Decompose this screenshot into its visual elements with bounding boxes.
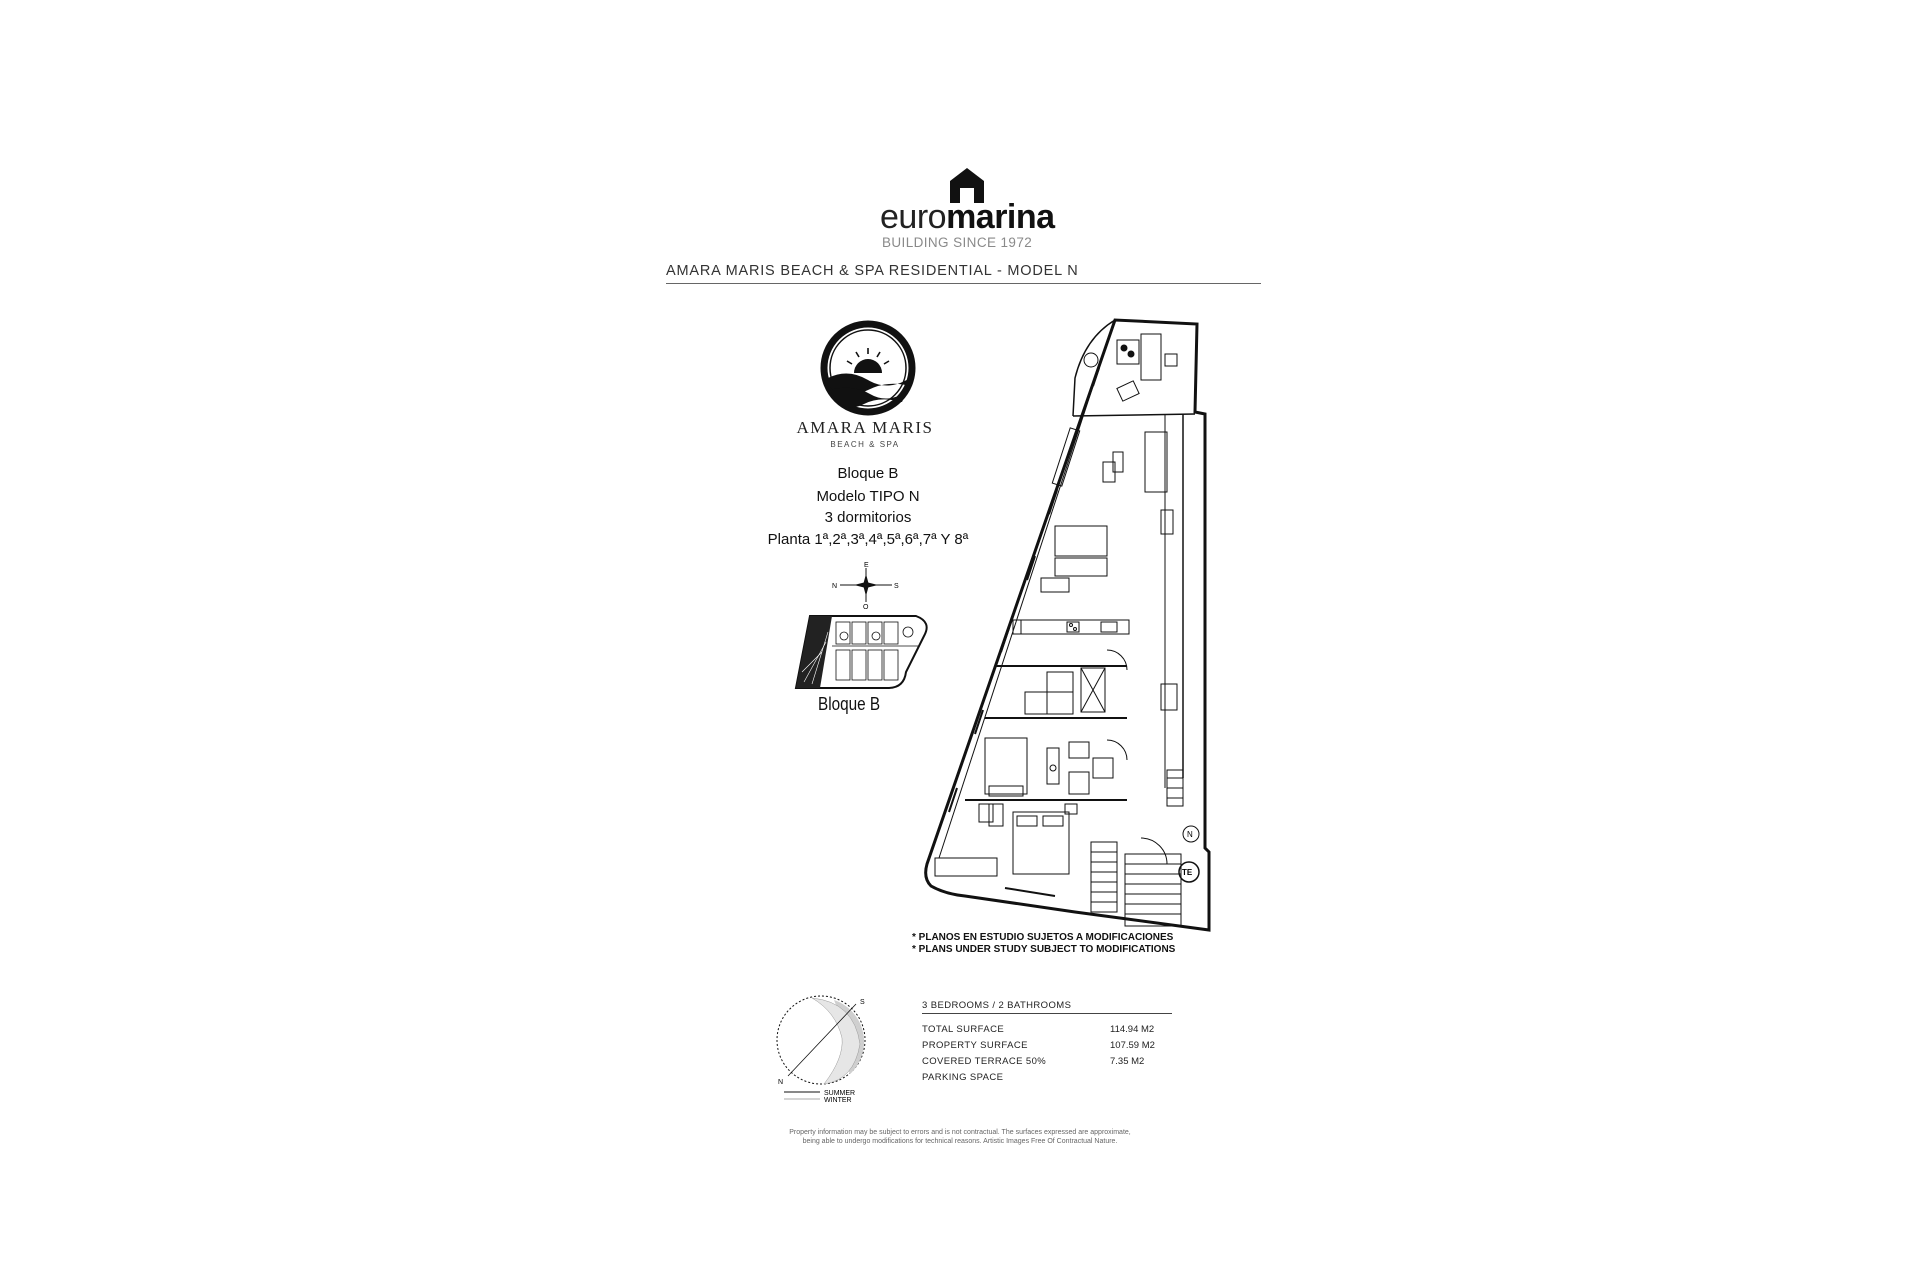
specs-heading: 3 BEDROOMS / 2 BATHROOMS [922, 1000, 1072, 1011]
summer-legend-label: SUMMER [824, 1090, 856, 1097]
compass-e-label: E [864, 562, 869, 569]
disclaimer [760, 1128, 1160, 1146]
compass-n-label: N [832, 583, 838, 590]
sun-s-label: S [860, 999, 865, 1006]
disclaimer-line: being able to undergo modifications for technical reasons. Artistic Images Free Of Contractual Nature. [802, 1138, 1118, 1145]
spec-label: PROPERTY SURFACE [922, 1040, 1028, 1051]
floorplan-north-label: N [1187, 830, 1193, 839]
title-divider [666, 283, 1261, 284]
spec-label: PARKING SPACE [922, 1072, 1004, 1083]
table-row [922, 1040, 1172, 1054]
note-spanish: * PLANOS EN ESTUDIO SUJETOS A MODIFICACIONES [912, 932, 1174, 943]
spec-label: TOTAL SURFACE [922, 1024, 1005, 1035]
specs-divider [922, 1013, 1172, 1014]
compass-o-label: O [863, 604, 869, 610]
spec-value: 114.94 M2 [1110, 1024, 1155, 1035]
table-row [922, 1072, 1172, 1086]
winter-legend-label: WINTER [824, 1097, 852, 1104]
floorplan-te-label: TE [1182, 868, 1193, 877]
brand-name-light: euro [880, 198, 947, 236]
spec-label: COVERED TERRACE 50% [922, 1056, 1047, 1067]
info-block: Bloque B [837, 465, 899, 482]
info-floors: Planta 1ª,2ª,3ª,4ª,5ª,6ª,7ª Y 8ª [767, 531, 969, 548]
logo-subtitle: BEACH & SPA [830, 440, 900, 449]
spec-value: 7.35 M2 [1110, 1056, 1145, 1067]
brand-tagline: BUILDING SINCE 1972 [882, 235, 1033, 250]
sun-path-diagram [764, 988, 884, 1108]
compass-rose-icon [826, 560, 906, 610]
sunrise-wave-logo-icon [818, 318, 918, 418]
interior-wall-line [939, 334, 1110, 858]
page-title: AMARA MARIS BEACH & SPA RESIDENTIAL - MODEL N [666, 263, 1079, 279]
sun-n-label: N [778, 1079, 784, 1086]
table-row [922, 1024, 1172, 1038]
info-bedrooms: 3 dormitorios [824, 509, 912, 526]
brand-name [880, 200, 1055, 234]
logo-name: AMARA MARIS [796, 418, 934, 437]
brand-name-bold: marina [946, 198, 1055, 236]
compass-s-label: S [894, 583, 899, 590]
table-row [922, 1056, 1172, 1070]
floor-plan [905, 318, 1225, 934]
note-english: * PLANS UNDER STUDY SUBJECT TO MODIFICATIONS [912, 944, 1176, 955]
info-model: Modelo TIPO N [816, 488, 920, 505]
disclaimer-line: Property information may be subject to errors and is not contractual. The surfaces expressed are approximate, [789, 1129, 1131, 1136]
spec-value: 107.59 M2 [1110, 1040, 1155, 1051]
block-label: Bloque B [818, 694, 881, 714]
brand-logo [880, 160, 1180, 250]
